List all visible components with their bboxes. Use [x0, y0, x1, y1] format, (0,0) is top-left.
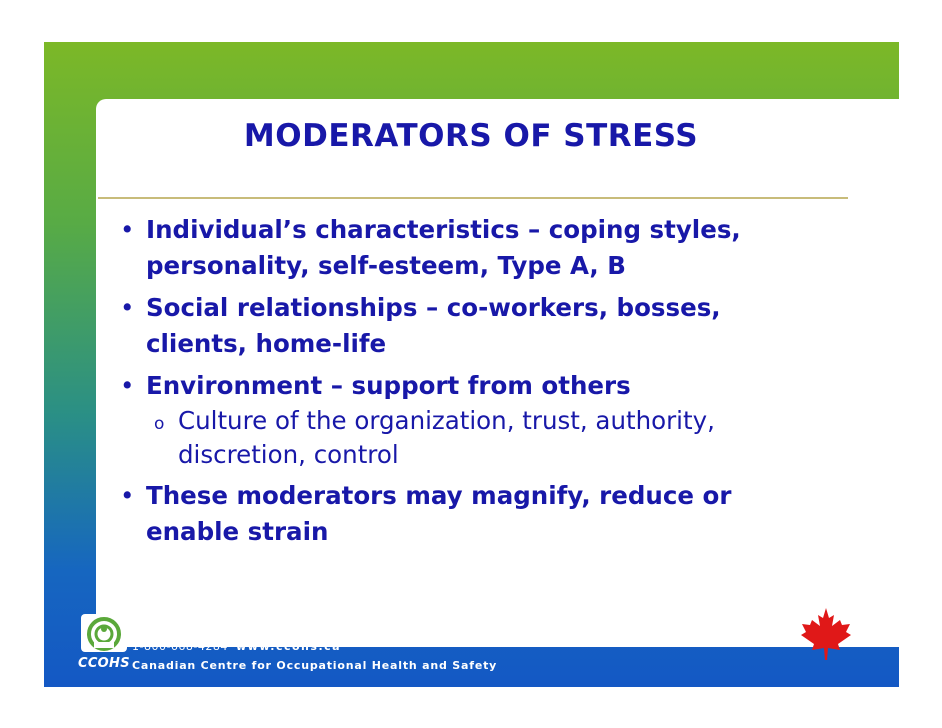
title-divider: [98, 197, 848, 199]
bullet-marker: •: [120, 371, 135, 400]
sub-bullet-line: Culture of the organization, trust, authority,: [178, 406, 715, 435]
bullet-line: clients, home-life: [146, 329, 387, 358]
contact-phone: 1-800-668-4284: [132, 640, 228, 653]
slide-title: MODERATORS OF STRESS: [243, 118, 699, 154]
bullet-line: Environment – support from others: [146, 371, 631, 400]
bullet-item: [116, 212, 816, 284]
bullet-list: [116, 212, 816, 550]
logo-text: CCOHS: [78, 656, 130, 671]
sub-bullet-marker: o: [154, 414, 165, 434]
bullet-item: [116, 368, 816, 404]
bullet-line: Individual’s characteristics – coping styles,: [146, 215, 741, 244]
bullet-item: [116, 290, 816, 362]
bullet-marker: •: [120, 481, 135, 510]
bullet-item: [116, 478, 816, 550]
contact-email: Hongl@ccohs.ca: [132, 626, 230, 639]
bullet-line: Social relationships – co-workers, bosses,: [146, 293, 721, 322]
maple-leaf-icon: [798, 606, 854, 662]
bullet-line: enable strain: [146, 517, 329, 546]
contact-block: [132, 612, 230, 654]
sub-bullet-line: discretion, control: [178, 440, 399, 469]
organization-name: Canadian Centre for Occupational Health and Safety: [132, 659, 498, 672]
sub-bullet-item: [116, 404, 816, 472]
contact-name: Len Hong, PCEO: [132, 612, 229, 625]
bullet-line: These moderators may magnify, reduce or: [146, 481, 732, 510]
bullet-marker: •: [120, 293, 135, 322]
bullet-line: personality, self-esteem, Type A, B: [146, 251, 626, 280]
bullet-marker: •: [120, 215, 135, 244]
website-link[interactable]: www.ccohs.ca: [236, 640, 342, 653]
